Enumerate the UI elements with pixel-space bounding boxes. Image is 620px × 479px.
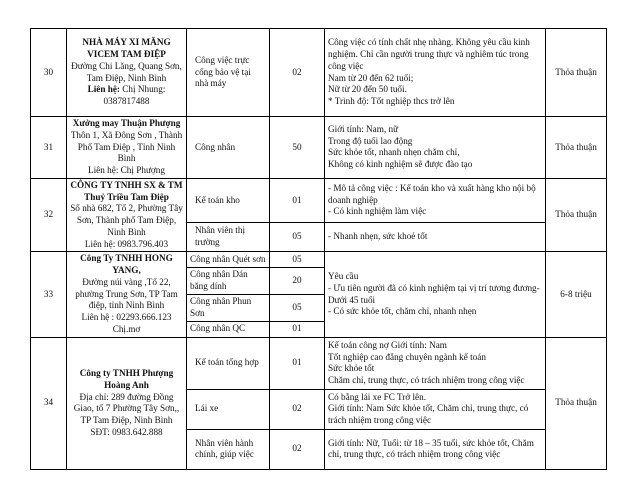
salary-cell: Thỏa thuận [546, 337, 607, 469]
requirement-line: Giới tính: Nữ, Tuổi: từ 18 – 35 tuổi, sức khỏe tốt, Chăm chỉ, trung thực, có trách nhiệm trong công việc [328, 437, 534, 460]
company-cell [67, 29, 187, 117]
requirements-cell [325, 117, 546, 179]
requirement-line: Sức khỏe tốt [328, 363, 375, 374]
company-address: Đường Chi Lăng, Quang Sơn, Tam Điệp, Ninh Bình [71, 60, 182, 83]
salary-cell: 6-8 triệu [546, 252, 607, 337]
requirement-line: Trong độ tuổi lao động [328, 135, 413, 146]
table-row [31, 29, 607, 117]
contact-value: Chị Nhung: 0387817488 [103, 84, 166, 107]
requirement-line: Sức khỏe tốt, nhanh nhẹn chăm chỉ, [328, 147, 460, 158]
requirement-line: Giới tính: Nam Sức khỏe tốt, Chăm chỉ, trung thực, có trách nhiệm trong công việc [328, 403, 529, 426]
requirement-line: Nam từ 20 đến 62 tuổi; [328, 72, 414, 83]
company-name: Xưởng may Thuận Phượng [72, 118, 181, 128]
position-cell: Công nhân Quét sơn [187, 252, 270, 267]
company-name: CÔNG TY TNHH SX & TM Thuỷ Triều Tam Điệp [70, 179, 183, 202]
salary-cell: Thỏa thuận [546, 29, 607, 117]
quantity-cell: 05 [270, 223, 325, 252]
position-cell: Lái xe [187, 389, 270, 429]
quantity-cell: 02 [270, 429, 325, 469]
quantity-cell: 02 [270, 389, 325, 429]
position-cell: Kế toán kho [187, 178, 270, 222]
company-cell [67, 252, 187, 337]
company-address: Địa chỉ: 289 đường Đồng Giao, tổ 7 Phường Tây Sơn,, TP Tam Điệp, Ninh Bình [73, 391, 180, 426]
table-row [31, 178, 607, 222]
requirement-line: - Mô tả công việc : Kế toán kho và xuất hàng kho nội bộ doanh nghiệp [328, 182, 536, 205]
table-row [31, 252, 607, 267]
contact-label: Liên hệ: [87, 84, 120, 95]
quantity-cell: 20 [270, 267, 325, 294]
requirement-line: - Có kinh nghiệm làm việc [328, 206, 427, 217]
quantity-cell: 05 [270, 252, 325, 267]
quantity-cell: 05 [270, 294, 325, 321]
company-address: Số nhà 682, Tổ 2, Phường Tây Sơn, Thành phố Tam Điệp, Ninh Bình [70, 203, 183, 237]
requirement-line: Công việc có tính chất nhẹ nhàng. Không yêu cầu kinh nghiệm. Chỉ cần người trung thực và nghiêm túc trong công việc [328, 37, 530, 71]
table-row [31, 337, 607, 389]
company-address: Đường núi vàng ,Tổ 22, phường Trung Sơn, TP Tam điệp, tỉnh Ninh Bình [75, 276, 178, 311]
requirement-line: - Ưu tiên người đã có kinh nghiệm tại vị trí tương đương- Dưới 45 tuổi [328, 282, 540, 305]
row-number: 34 [31, 337, 67, 469]
company-name: Công ty TNHH Phượng Hoàng Anh [79, 367, 174, 390]
company-cell [67, 178, 187, 252]
requirement-line: Tốt nghiệp cao đẳng chuyên ngành kế toán [328, 351, 486, 362]
requirements-cell [325, 223, 546, 252]
requirements-cell [325, 429, 546, 469]
requirements-cell [325, 337, 546, 389]
company-contact: SĐT: 0983.642.888 [90, 426, 163, 437]
requirement-line: * Trình độ: Tốt nghiệp thcs trở lên [328, 96, 455, 107]
salary-cell: Thỏa thuận [546, 117, 607, 179]
requirements-cell [325, 29, 546, 117]
position-cell: Công nhân QC [187, 321, 270, 337]
job-listings-table [30, 28, 607, 470]
requirement-line: Giới tính: Nam, nữ [328, 123, 399, 134]
company-contact: Liên hệ : 02293.666.123 Chị.mơ [81, 312, 172, 335]
position-cell: Công việc trực cổng bảo vệ tại nhà máy [187, 29, 270, 117]
row-number: 31 [31, 117, 67, 179]
requirements-cell [325, 178, 546, 222]
quantity-cell: 02 [270, 29, 325, 117]
row-number: 30 [31, 29, 67, 117]
row-number: 32 [31, 178, 67, 252]
salary-cell: Thỏa thuận [546, 178, 607, 252]
requirement-line: Chăm chỉ, trung thực, có trách nhiệm trong công việc [328, 375, 525, 386]
company-name: NHÀ MÁY XI MĂNG VICEM TAM ĐIỆP [82, 37, 171, 59]
table-row [31, 117, 607, 179]
position-cell: Nhân viên hành chính, giúp việc [187, 429, 270, 469]
quantity-cell: 01 [270, 321, 325, 337]
requirements-cell [325, 389, 546, 429]
requirement-line: Yêu cầu [328, 271, 359, 282]
requirement-line: Kế toán công nợ Giới tính: Nam [328, 339, 447, 350]
company-contact [70, 84, 183, 108]
requirement-line: - Nhanh nhẹn, sức khoẻ tốt [328, 231, 428, 242]
requirement-line: Nữ từ 20 đến 50 tuổi. [328, 84, 407, 95]
company-cell [67, 337, 187, 469]
position-cell: Kế toán tổng hợp [187, 337, 270, 389]
requirement-line: Không có kinh nghiệm sẽ được đào tạo [328, 159, 473, 170]
company-contact: Liên hệ: 0983.796.403 [84, 238, 169, 249]
position-cell: Công nhân Phun Sơn [187, 294, 270, 321]
position-cell: Công nhân Dán băng dính [187, 267, 270, 294]
quantity-cell: 50 [270, 117, 325, 179]
position-cell: Nhân viên thị trường [187, 223, 270, 252]
quantity-cell: 01 [270, 337, 325, 389]
position-cell: Công nhân [187, 117, 270, 179]
requirement-line: Có bằng lái xe FC Trở lên. [328, 391, 427, 402]
company-address: Thôn 1, Xã Đông Sơn , Thành Phố Tam Điệp , Tỉnh Ninh Bình [70, 129, 183, 164]
requirements-cell [325, 252, 546, 337]
company-cell [67, 117, 187, 179]
company-name: Công Ty TNHH HONG YANG, [80, 253, 173, 276]
quantity-cell: 01 [270, 178, 325, 222]
requirement-line: - Có sức khỏe tốt, chăm chỉ, nhanh nhẹn [328, 306, 477, 317]
row-number: 33 [31, 252, 67, 337]
company-contact: Liên hệ: Chị Phượng [88, 165, 165, 176]
